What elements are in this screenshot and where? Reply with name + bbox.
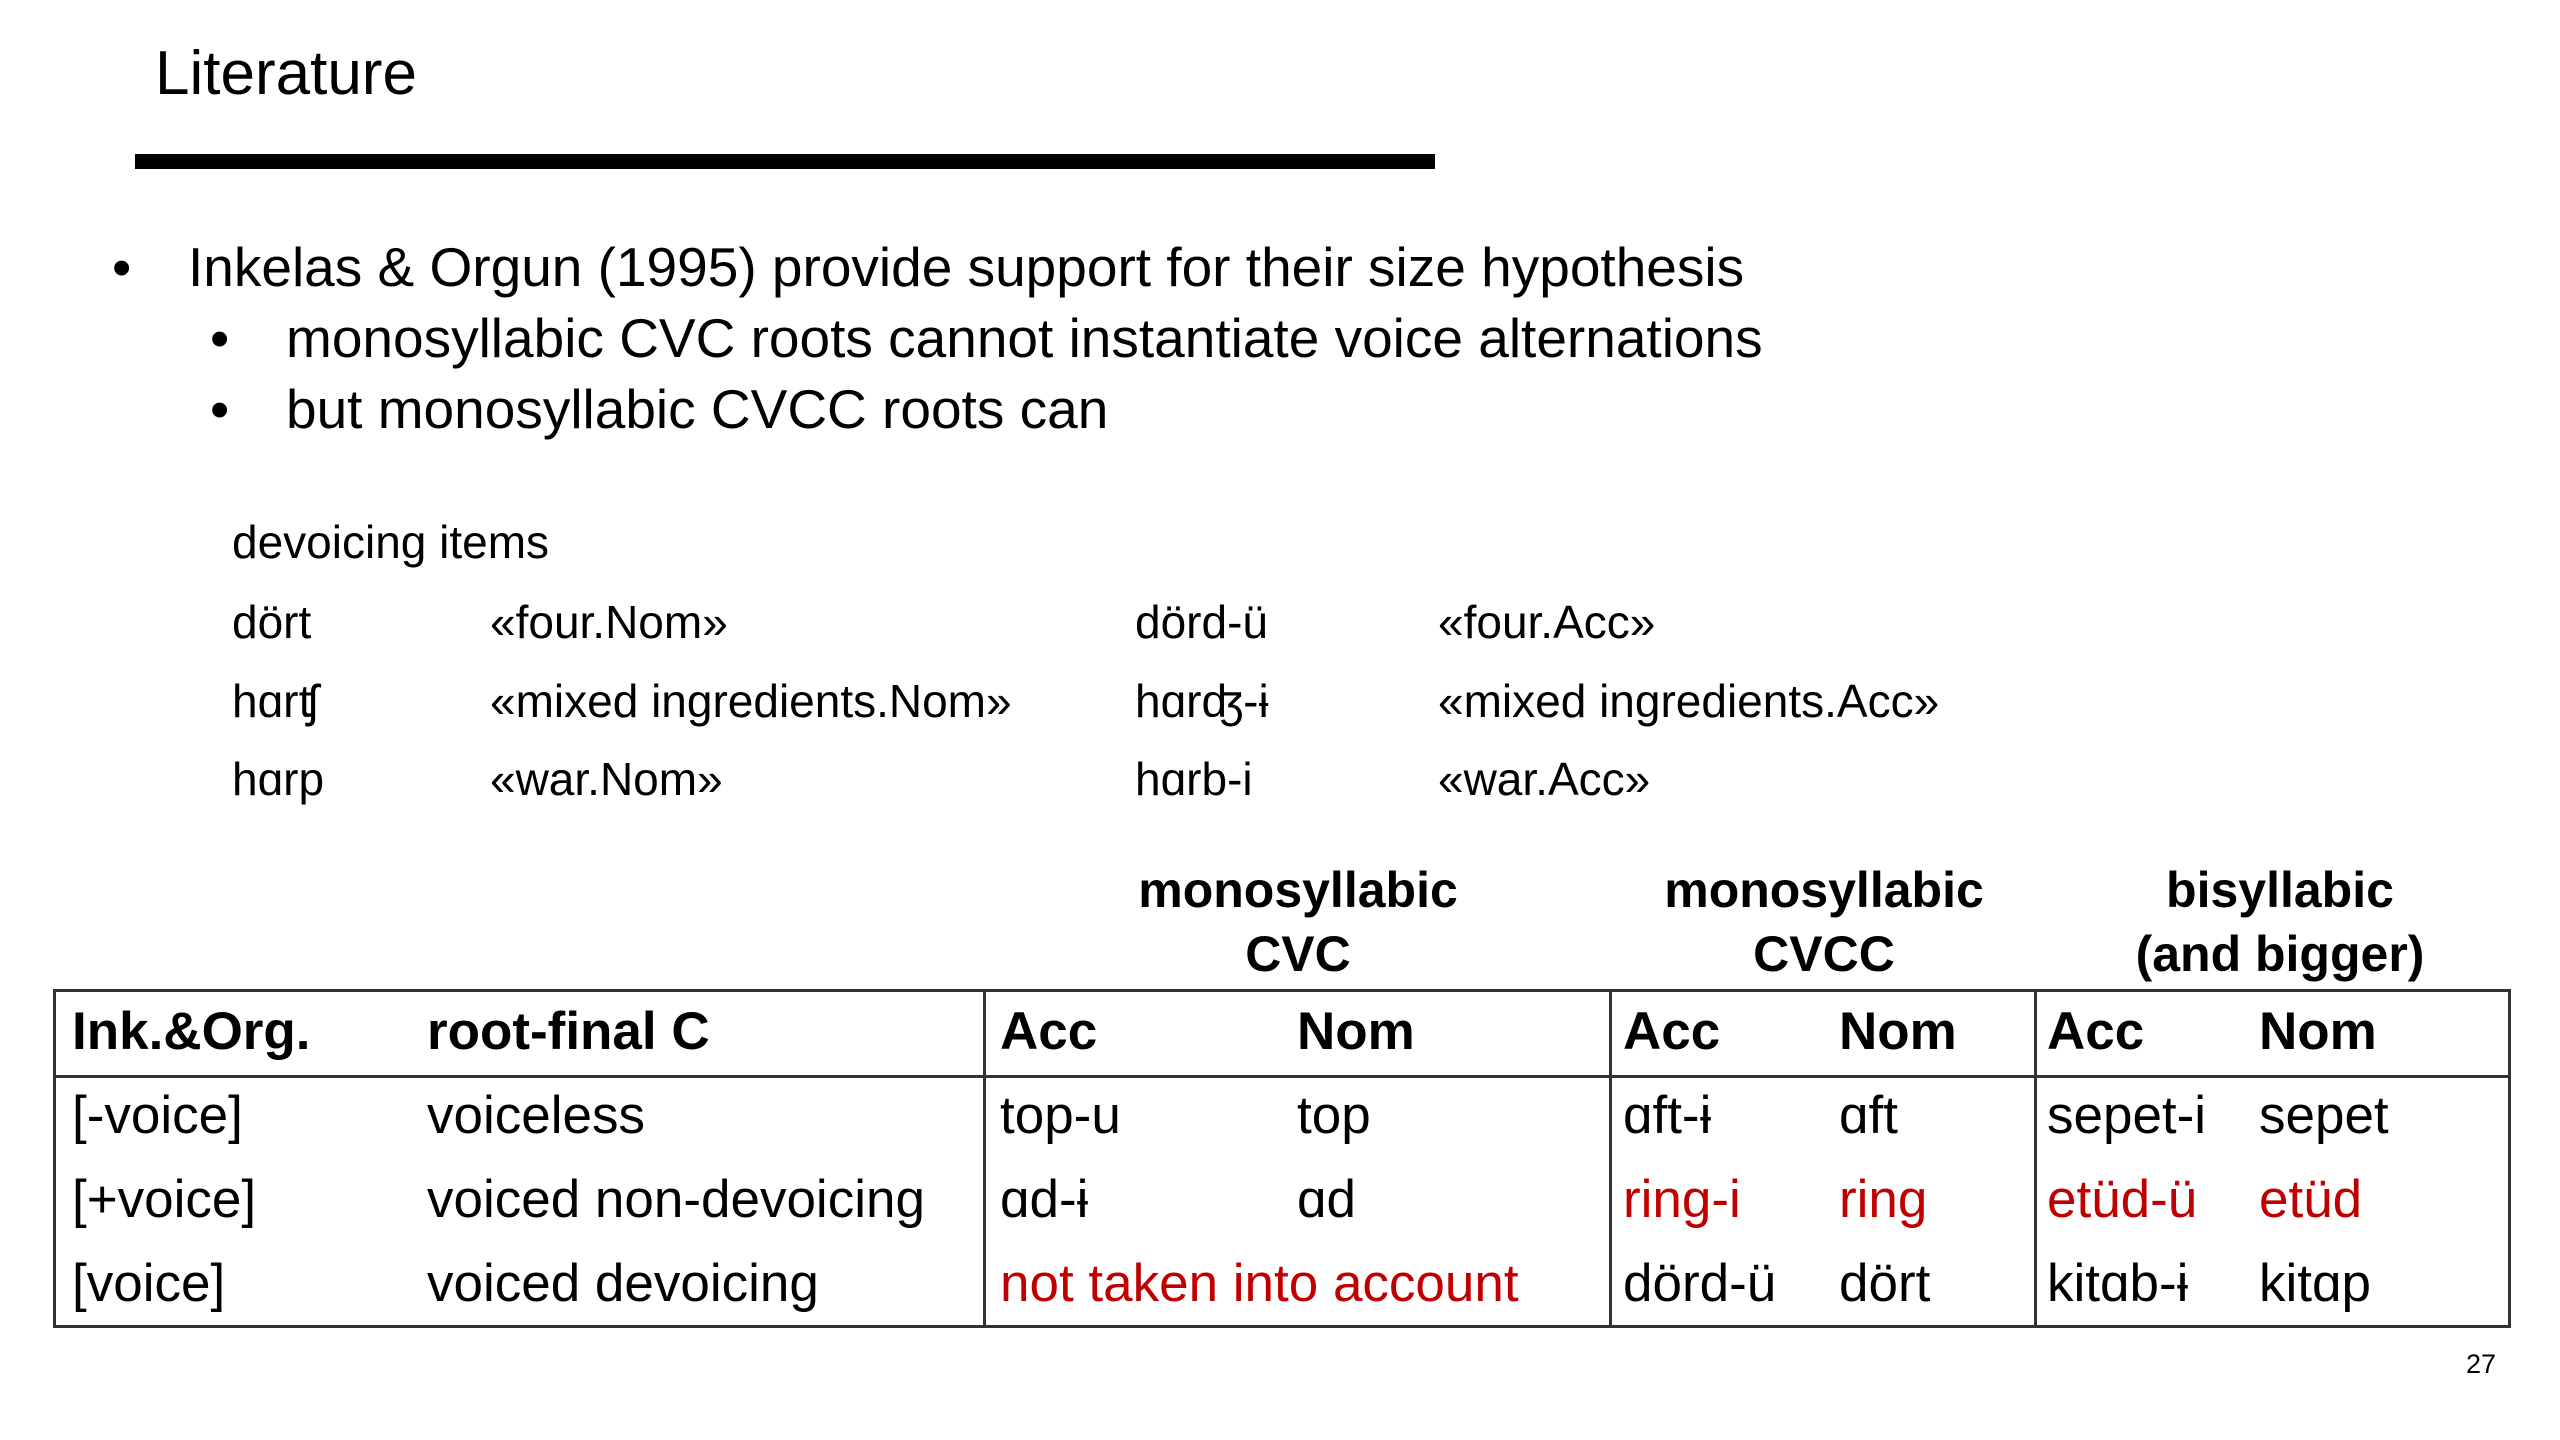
header-cvcc-acc: Acc — [1623, 1002, 1721, 1061]
bullet-marker: • — [210, 378, 230, 440]
cvc-acc-cell: top-u — [1000, 1086, 1121, 1145]
bi-nom-cell: sepet — [2259, 1086, 2389, 1145]
bi-nom-cell: kitɑp — [2259, 1254, 2371, 1313]
row-root-final: voiceless — [427, 1086, 645, 1145]
page-number: 27 — [2466, 1349, 2497, 1379]
nom-form: dört — [232, 596, 312, 648]
bullet-text: monosyllabic CVC roots cannot instantiate voice alternations — [286, 307, 1763, 369]
header-cvc-nom: Nom — [1297, 1002, 1415, 1061]
column-divider — [1609, 992, 1612, 1325]
group-header-line: monosyllabic — [1664, 862, 1984, 918]
group-header-line: monosyllabic — [1138, 862, 1458, 918]
column-divider — [2034, 992, 2037, 1325]
acc-form: dörd-ü — [1135, 596, 1268, 648]
group-header-line: CVCC — [1753, 926, 1895, 982]
nom-form: hɑrp — [232, 753, 325, 805]
cvcc-nom-cell-highlight: ring — [1839, 1170, 1928, 1229]
bullet-marker: • — [210, 307, 230, 369]
group-header-bisyllabic — [2035, 858, 2525, 986]
title-underline — [135, 154, 1435, 169]
header-divider — [56, 1075, 2508, 1078]
bi-acc-cell-highlight: etüd-ü — [2047, 1170, 2198, 1229]
row-ink-org: [-voice] — [72, 1086, 243, 1145]
bullet-marker: • — [112, 236, 132, 298]
slide-title: Literature — [155, 39, 417, 108]
header-bi-nom: Nom — [2259, 1002, 2377, 1061]
header-cvc-acc: Acc — [1000, 1002, 1098, 1061]
cvc-nom-cell: top — [1297, 1086, 1371, 1145]
acc-gloss: «four.Acc» — [1438, 596, 1656, 648]
cvc-acc-cell: ɑd-ɨ — [1000, 1170, 1089, 1229]
cvcc-acc-cell: ɑft-ɨ — [1623, 1086, 1712, 1145]
cvc-nom-cell: ɑd — [1297, 1170, 1356, 1229]
group-header-line: CVC — [1245, 926, 1351, 982]
header-root-final: root-final C — [427, 1002, 710, 1061]
nom-gloss: «mixed ingredients.Nom» — [490, 675, 1012, 727]
nom-gloss: «four.Nom» — [490, 596, 728, 648]
row-ink-org: [voice] — [72, 1254, 226, 1313]
cvcc-acc-cell-highlight: ring-i — [1623, 1170, 1741, 1229]
group-header-cvcc — [1609, 858, 2039, 986]
devoicing-items-heading: devoicing items — [232, 516, 550, 568]
inkelas-orgun-table — [53, 989, 2511, 1328]
row-root-final: voiced non-devoicing — [427, 1170, 925, 1229]
bullet-text: Inkelas & Orgun (1995) provide support for their size hypothesis — [188, 236, 1745, 298]
acc-gloss: «mixed ingredients.Acc» — [1438, 675, 1940, 727]
group-header-cvc — [983, 858, 1613, 986]
header-bi-acc: Acc — [2047, 1002, 2145, 1061]
cvcc-nom-cell: dört — [1839, 1254, 1931, 1313]
bi-nom-cell-highlight: etüd — [2259, 1170, 2363, 1229]
bi-acc-cell: kitɑb-ɨ — [2047, 1254, 2189, 1313]
row-root-final: voiced devoicing — [427, 1254, 819, 1313]
bullet-text: but monosyllabic CVCC roots can — [286, 378, 1109, 440]
header-ink-org: Ink.&Org. — [72, 1002, 311, 1061]
column-divider — [983, 992, 986, 1325]
header-cvcc-nom: Nom — [1839, 1002, 1957, 1061]
cvc-not-taken-note: not taken into account — [1000, 1254, 1519, 1313]
acc-form: hɑrb-i — [1135, 753, 1253, 805]
row-ink-org: [+voice] — [72, 1170, 257, 1229]
group-header-line: bisyllabic — [2166, 862, 2394, 918]
cvcc-nom-cell: ɑft — [1839, 1086, 1898, 1145]
cvcc-acc-cell: dörd-ü — [1623, 1254, 1777, 1313]
group-header-line: (and bigger) — [2135, 926, 2425, 982]
acc-form: hɑrʤ-ɨ — [1135, 675, 1269, 727]
acc-gloss: «war.Acc» — [1438, 753, 1651, 805]
nom-gloss: «war.Nom» — [490, 753, 723, 805]
bi-acc-cell: sepet-i — [2047, 1086, 2207, 1145]
nom-form: hɑrʧ — [232, 675, 319, 727]
